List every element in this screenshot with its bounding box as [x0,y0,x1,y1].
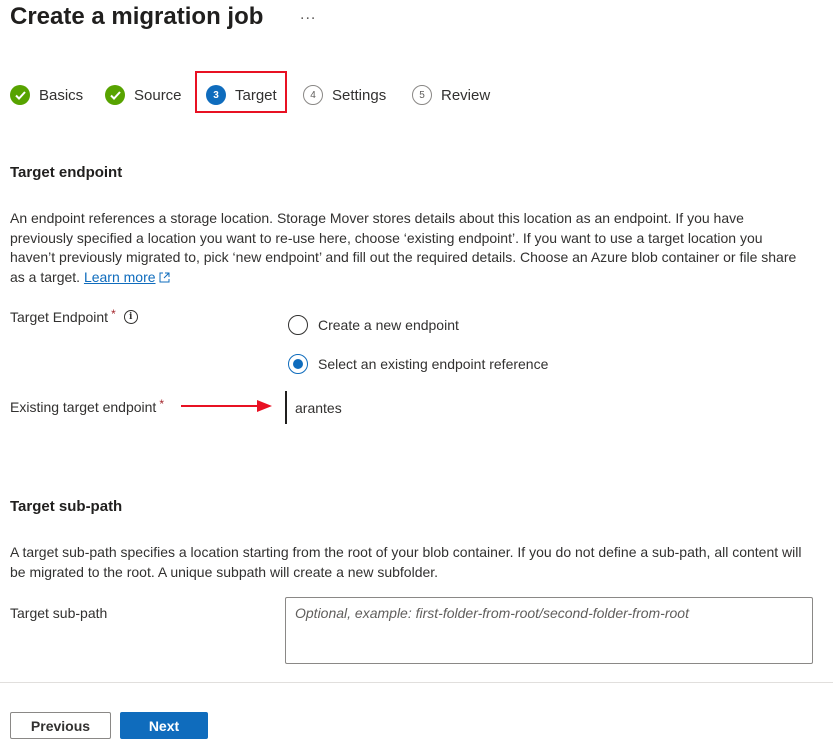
radio-button[interactable] [288,354,308,374]
radio-button[interactable] [288,315,308,335]
more-options-icon[interactable]: ... [300,6,317,23]
external-link-icon [159,272,170,283]
previous-button[interactable]: Previous [10,712,111,739]
step-label: Source [134,86,182,104]
step-label: Target [235,86,277,104]
radio-create-new-endpoint[interactable] [288,315,459,335]
target-sub-path-label [10,605,107,621]
target-endpoint-heading: Target endpoint [10,164,123,181]
radio-label: Create a new endpoint [318,317,459,333]
target-endpoint-label [10,309,138,325]
required-indicator: * [111,307,116,321]
existing-target-endpoint-select[interactable]: arantes [285,391,585,424]
checkmark-icon [10,85,30,105]
target-sub-path-heading: Target sub-path [10,498,123,515]
target-endpoint-description [10,209,810,287]
required-indicator: * [159,397,164,411]
next-button[interactable]: Next [120,712,208,739]
step-settings[interactable] [303,84,386,106]
step-target[interactable] [206,84,277,106]
step-basics[interactable] [10,84,83,106]
step-label: Settings [332,86,387,104]
step-number: 3 [206,85,226,105]
field-label-text: Target Endpoint [10,309,109,325]
radio-select-existing-endpoint[interactable] [288,354,548,374]
step-number: 5 [412,85,432,105]
checkmark-icon [105,85,125,105]
page-title: Create a migration job [10,3,264,30]
radio-label: Select an existing endpoint reference [318,356,549,372]
existing-target-endpoint-label [10,399,164,415]
learn-more-link[interactable]: Learn more [83,268,156,285]
target-sub-path-input[interactable] [285,597,813,664]
field-label-text: Existing target endpoint [10,399,157,415]
step-source[interactable] [105,84,182,106]
step-label: Basics [39,86,84,104]
field-label-text: Target sub-path [10,605,108,621]
step-review[interactable] [412,84,490,106]
step-number: 4 [303,85,323,105]
target-sub-path-description: A target sub-path specifies a location starting from the root of your blob container. If you do not define a sub-path, all content will be migrated to the root. A unique subpath will create a new subfolder. [10,544,802,580]
description-text: An endpoint references a storage location. Storage Mover stores details about this location as an endpoint. If you have previously specified a location you want to re-use here, choose ‘existing endpoint’. If you want to use a target location you haven’t previously migrated to, pick ‘new endpoint’ and fill out the required details. Choose an Azure blob container or file share as a target. [10,210,797,285]
footer-divider [0,682,833,683]
info-icon[interactable]: i [124,310,138,324]
annotation-arrow-icon [181,399,273,413]
step-label: Review [441,86,491,104]
